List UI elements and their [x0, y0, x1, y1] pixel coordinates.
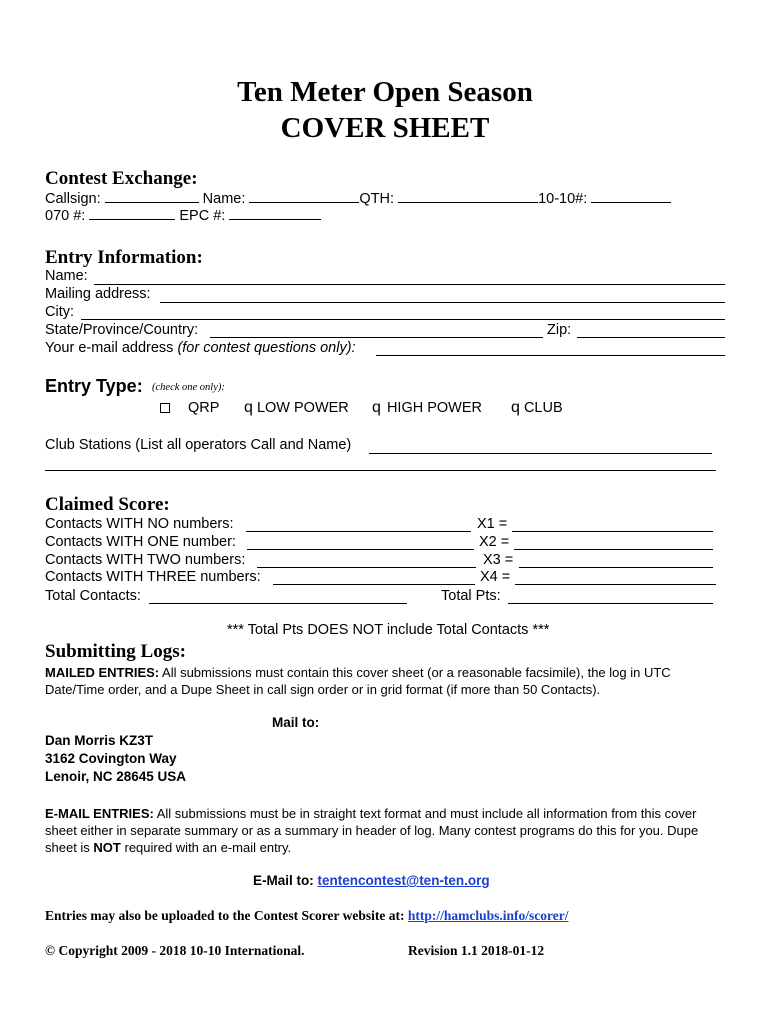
- mail-to-label: Mail to:: [272, 715, 320, 730]
- state-label: State/Province/Country:: [45, 322, 199, 338]
- epc-field[interactable]: [229, 207, 321, 220]
- mailed-entries-text: All submissions must contain this cover sheet (or a reasonable facsimile), the log in UTC Date/Time order, and a Dupe Sheet in call sign order or in grid format (if more than 50 Contacts).: [45, 665, 671, 697]
- n070-field[interactable]: [89, 207, 175, 220]
- total-pts-note: *** Total Pts DOES NOT include Total Contacts ***: [227, 622, 550, 638]
- email-field[interactable]: [376, 355, 725, 356]
- email-to-line: [253, 873, 490, 888]
- score-field-one[interactable]: [247, 549, 474, 550]
- checkbox-glyph-icon[interactable]: q: [511, 399, 520, 416]
- page-title: Ten Meter Open Season: [237, 76, 533, 108]
- exchange-row-2: [45, 207, 321, 225]
- entry-option-club[interactable]: [511, 399, 563, 417]
- option-high-power-label: HIGH POWER: [386, 400, 482, 416]
- score-label-two: Contacts WITH TWO numbers:: [45, 552, 246, 568]
- page-subtitle: COVER SHEET: [280, 112, 490, 144]
- option-club-label: CLUB: [523, 400, 563, 416]
- score-field-two[interactable]: [257, 567, 476, 568]
- entry-name-field[interactable]: [94, 284, 725, 285]
- zip-label: Zip:: [547, 322, 572, 338]
- address-line-2: 3162 Covington Way: [45, 751, 177, 766]
- email-entries-text-end: required with an e-mail entry.: [120, 840, 292, 855]
- callsign-label: Callsign:: [45, 191, 101, 207]
- option-qrp-label: QRP: [188, 400, 220, 416]
- upload-text: Entries may also be uploaded to the Contest Scorer website at:: [45, 908, 405, 923]
- checkbox-glyph-icon[interactable]: q: [372, 399, 381, 416]
- copyright-text: © Copyright 2009 - 2018 10-10 International.: [45, 943, 305, 958]
- option-low-power-label: LOW POWER: [256, 400, 349, 416]
- total-contacts-label: Total Contacts:: [45, 588, 141, 604]
- name-label: Name:: [202, 191, 246, 207]
- total-pts-label: Total Pts:: [441, 588, 501, 604]
- mult-field-x2[interactable]: [514, 549, 713, 550]
- city-field[interactable]: [81, 319, 725, 320]
- email-label-prefix: Your e-mail address: [45, 340, 178, 356]
- mult-label-x4: X4 =: [480, 569, 511, 585]
- scorer-url-link[interactable]: http://hamclubs.info/scorer/: [407, 908, 569, 923]
- mult-label-x1: X1 =: [477, 516, 508, 532]
- mult-field-x3[interactable]: [519, 567, 713, 568]
- score-label-three: Contacts WITH THREE numbers:: [45, 569, 261, 585]
- entry-type-heading: Entry Type:: [45, 376, 143, 396]
- city-label: City:: [45, 304, 74, 320]
- address-line-3: Lenoir, NC 28645 USA: [45, 769, 187, 784]
- email-to-label: E-Mail to:: [253, 873, 314, 888]
- score-field-three[interactable]: [273, 584, 475, 585]
- submitting-logs-heading: Submitting Logs:: [45, 641, 186, 662]
- qth-field[interactable]: [398, 190, 538, 203]
- mailing-address-field[interactable]: [160, 302, 725, 303]
- club-stations-label: Club Stations (List all operators Call and Name): [45, 437, 352, 453]
- upload-line: [45, 908, 569, 924]
- club-stations-field-2[interactable]: [45, 470, 716, 471]
- mailing-address-label: Mailing address:: [45, 286, 151, 302]
- tenten-field[interactable]: [591, 190, 671, 203]
- mailed-entries-paragraph: [45, 664, 730, 698]
- exchange-name-field[interactable]: [249, 190, 359, 203]
- mult-field-x1[interactable]: [512, 531, 713, 532]
- email-entries-label: E-MAIL ENTRIES:: [45, 806, 154, 821]
- exchange-row-1: [45, 190, 671, 208]
- callsign-field[interactable]: [105, 190, 199, 203]
- checkbox-glyph-icon[interactable]: q: [244, 399, 253, 416]
- total-contacts-field[interactable]: [149, 603, 407, 604]
- club-stations-field-1[interactable]: [369, 453, 712, 454]
- n070-label: 070 #:: [45, 208, 86, 224]
- entry-type-note: (check one only):: [152, 382, 225, 393]
- email-label: [45, 340, 356, 357]
- address-line-1: Dan Morris KZ3T: [45, 733, 154, 748]
- checkbox-icon[interactable]: [160, 403, 170, 413]
- entry-option-qrp[interactable]: [160, 400, 219, 417]
- entry-name-label: Name:: [45, 268, 88, 284]
- email-label-note: (for contest questions only):: [177, 340, 356, 356]
- score-field-none[interactable]: [246, 531, 471, 532]
- entry-option-low-power[interactable]: [244, 399, 349, 417]
- score-label-none: Contacts WITH NO numbers:: [45, 516, 234, 532]
- email-entries-not: NOT: [93, 840, 121, 855]
- mult-label-x3: X3 =: [483, 552, 514, 568]
- email-address-link[interactable]: tentencontest@ten-ten.org: [317, 873, 490, 888]
- revision-text: Revision 1.1 2018-01-12: [408, 943, 545, 958]
- email-entries-paragraph: [45, 805, 725, 856]
- entry-information-heading: Entry Information:: [45, 247, 203, 268]
- entry-option-high-power[interactable]: [372, 399, 482, 417]
- mailed-entries-label: MAILED ENTRIES:: [45, 665, 160, 680]
- epc-label: EPC #:: [179, 208, 226, 224]
- score-label-one: Contacts WITH ONE number:: [45, 534, 236, 550]
- total-pts-field[interactable]: [508, 603, 713, 604]
- qth-label: QTH:: [359, 191, 395, 207]
- state-field[interactable]: [210, 337, 543, 338]
- mult-label-x2: X2 =: [479, 534, 510, 550]
- contest-exchange-heading: Contest Exchange:: [45, 168, 198, 189]
- zip-field[interactable]: [577, 337, 725, 338]
- email-entries-text: All submissions must be in straight text format and must include all information from this cover sheet either in separate summary or as a summary in header of log. Many contest programs do this for you. Dupe sheet is: [45, 806, 699, 855]
- claimed-score-heading: Claimed Score:: [45, 494, 170, 515]
- mult-field-x4[interactable]: [515, 584, 716, 585]
- tenten-label: 10-10#:: [538, 191, 588, 207]
